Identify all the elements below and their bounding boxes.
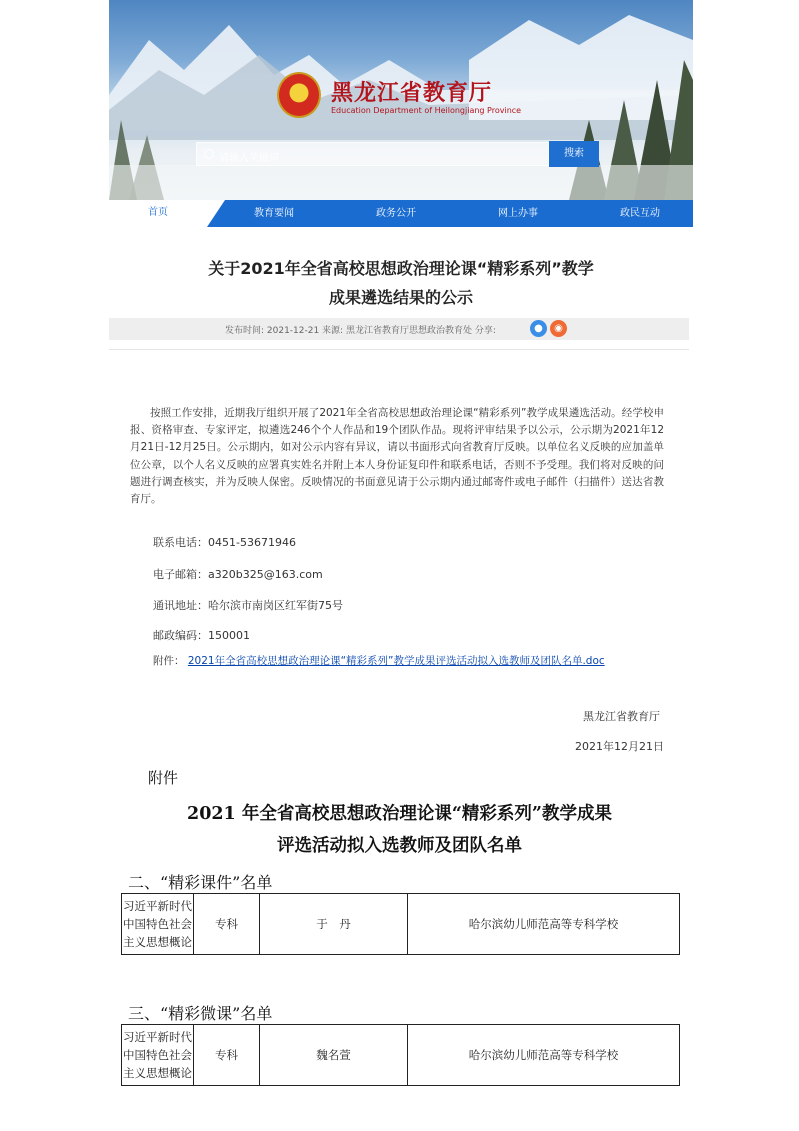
course-cell: 习近平新时代中国特色社会主义思想概论 [122, 894, 194, 955]
weibo-share-icon[interactable]: ◉ [550, 320, 567, 337]
section-heading-micro-lecture: 三、“精彩微课”名单 [128, 1004, 273, 1023]
national-emblem-icon [277, 72, 321, 118]
site-subtitle: Education Department of Heilongjiang Province [331, 106, 522, 115]
courseware-table [121, 893, 680, 955]
section-heading-courseware: 二、“精彩课件”名单 [128, 873, 273, 892]
contact-phone: 联系电话：0451-53671946 [153, 536, 296, 549]
attachment-link[interactable]: 2021年全省高校思想政治理论课“精彩系列”教学成果评选活动拟入选教师及团队名单.doc [187, 655, 605, 667]
attachment-doc-label: 附件 [148, 769, 179, 787]
course-cell: 习近平新时代中国特色社会主义思想概论 [122, 1025, 194, 1086]
nav-item-online-services[interactable]: 网上办事 [498, 208, 538, 219]
table-row [122, 1025, 680, 1086]
signature: 黑龙江省教育厅 [583, 710, 660, 723]
attachment-doc-title-line-1: 2021 年全省高校思想政治理论课“精彩系列”教学成果 [187, 804, 612, 824]
teacher-cell: 魏名萱 [260, 1025, 408, 1086]
contact-address: 通讯地址：哈尔滨市南岗区红军街75号 [153, 599, 343, 612]
nav-item-government-affairs[interactable]: 政务公开 [376, 208, 416, 219]
article-meta: 发布时间: 2021-12-21 来源: 黑龙江省教育厅思想政治教育处 分享: [225, 326, 496, 336]
nav-item-home[interactable]: 首页 [109, 200, 207, 227]
article-body: 按照工作安排，近期我厅组织开展了2021年全省高校思想政治理论课“精彩系列”教学成果遴选活动。经学校申报、资格审查、专家评定，拟遴选246个个人作品和19个团队作品。现将评审结果予以公示，公示期为2021年12月21日-12月25日。公示期内，如对公示内容有异议，请以书面形式向省教育厅反映。以单位名义反映的应加盖单位公章，以个人名义反映的应署真实姓名并附上本人身份证复印件和联系电话，否则不予受理。我们将对反映的问题进行调查核实，并为反映人保密。反映情况的书面意见请于公示期内通过邮寄件或电子邮件（扫描件）送达省教育厅。 [130, 407, 664, 506]
nav-item-interaction[interactable]: 政民互动 [620, 208, 660, 219]
search-input[interactable] [196, 142, 549, 166]
school-cell: 哈尔滨幼儿师范高等专科学校 [408, 1025, 680, 1086]
article-meta-bar [109, 318, 689, 340]
article-title-line-1: 关于2021年全省高校思想政治理论课“精彩系列”教学 [208, 259, 594, 278]
contact-email: 电子邮箱：a320b325@163.com [153, 568, 323, 581]
search-placeholder: 请输入关键词 [219, 153, 279, 164]
attachment [153, 653, 605, 668]
main-nav [109, 200, 693, 227]
contact-postcode: 邮政编码：150001 [153, 629, 250, 642]
micro-lecture-table [121, 1024, 680, 1086]
qq-share-icon[interactable]: ● [530, 320, 547, 337]
search-button[interactable]: 搜索 [549, 141, 599, 167]
teacher-cell: 于 丹 [260, 894, 408, 955]
table-row [122, 894, 680, 955]
search-icon [204, 149, 214, 159]
attachment-label: 附件： [153, 655, 185, 667]
site-title: 黑龙江省教育厅 [331, 80, 493, 106]
school-cell: 哈尔滨幼儿师范高等专科学校 [408, 894, 680, 955]
header-banner [109, 0, 693, 200]
level-cell: 专科 [194, 1025, 260, 1086]
level-cell: 专科 [194, 894, 260, 955]
attachment-doc-title-line-2: 评选活动拟入选教师及团队名单 [277, 836, 522, 856]
article-title-line-2: 成果遴选结果的公示 [328, 288, 473, 307]
publish-date: 2021年12月21日 [575, 740, 664, 753]
divider [109, 349, 689, 350]
nav-item-news[interactable]: 教育要闻 [254, 208, 294, 219]
